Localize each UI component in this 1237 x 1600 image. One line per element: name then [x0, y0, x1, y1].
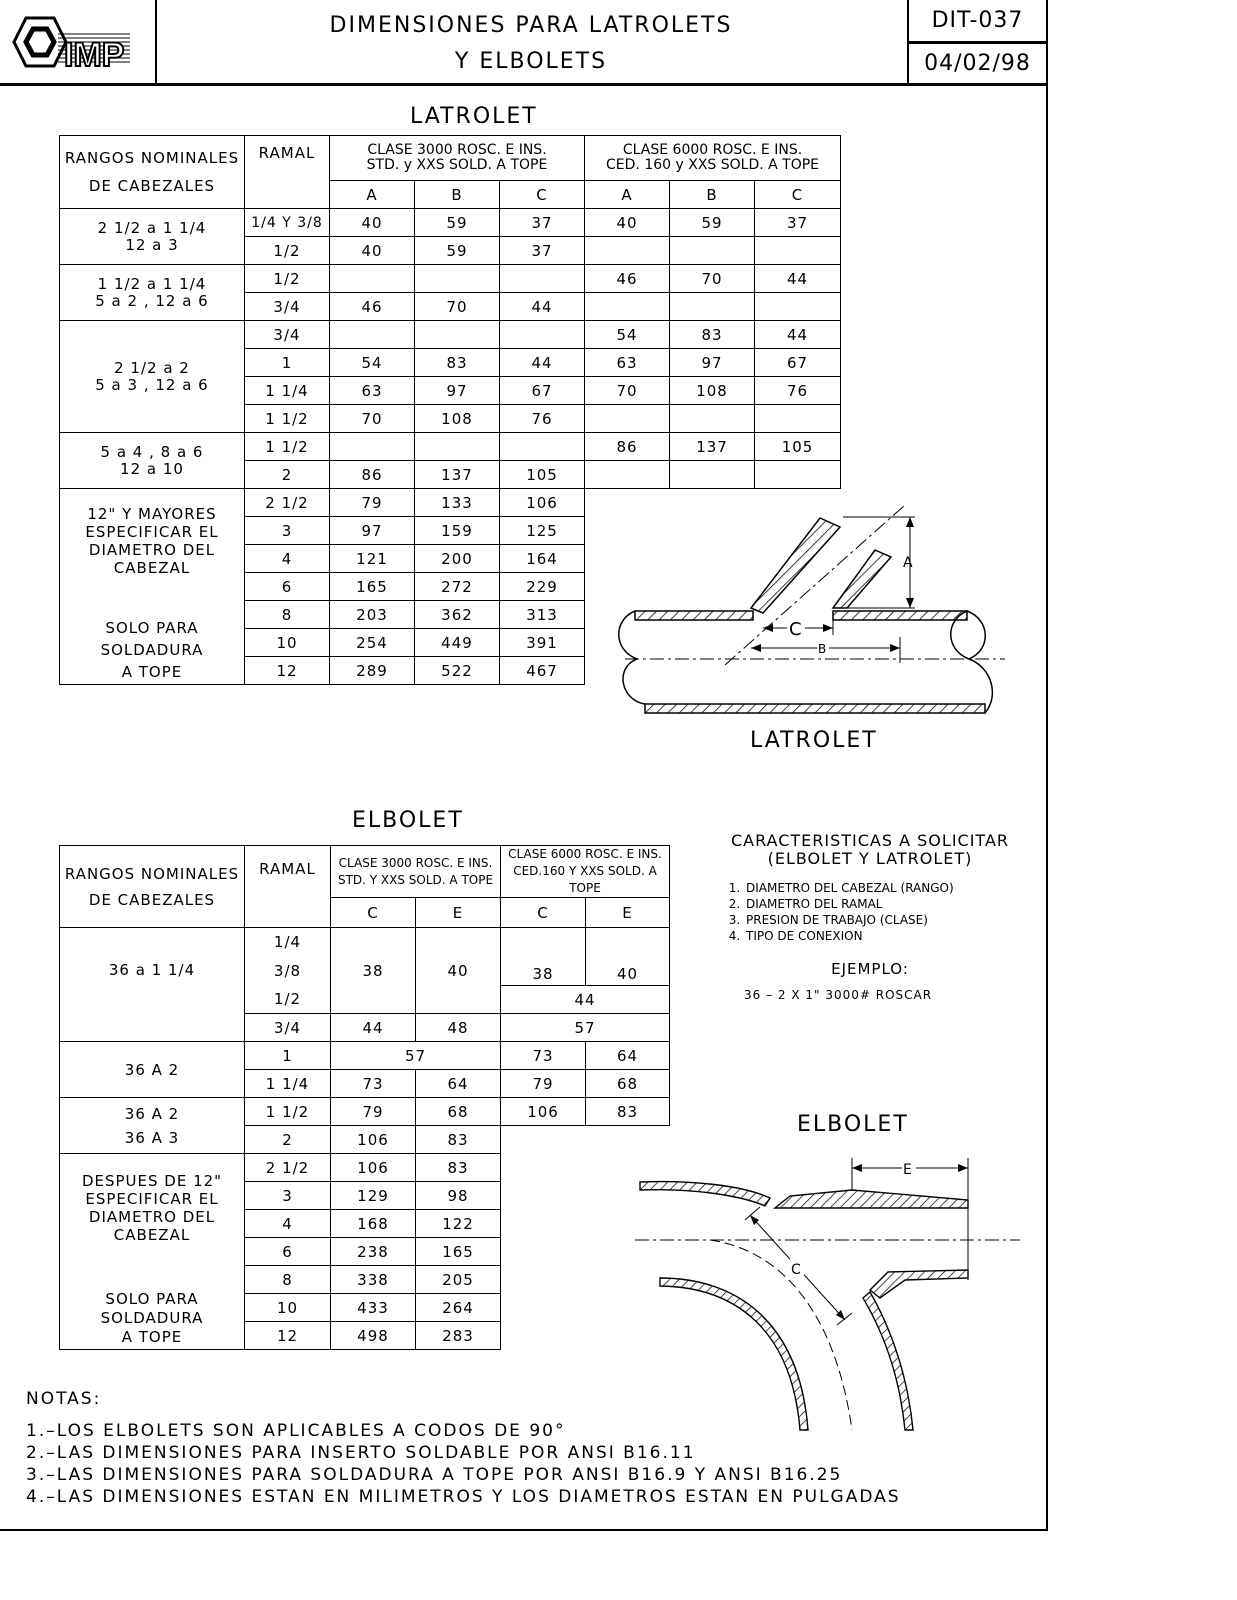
- value-cell: 164: [500, 545, 585, 573]
- list-item: 1. DIAMETRO DEL CABEZAL (RANGO): [744, 880, 1020, 896]
- value-cell: 125: [500, 517, 585, 545]
- characteristics-subtitle: (ELBOLET Y LATROLET): [767, 849, 973, 868]
- value-cell: 46: [330, 293, 415, 321]
- ramal-cell: 2 1/2: [245, 489, 330, 517]
- value-cell: 137: [415, 461, 500, 489]
- value-cell: 133: [415, 489, 500, 517]
- title-block: [0, 0, 1048, 86]
- value-cell: 264: [416, 1294, 501, 1322]
- value-cell: 106: [331, 1154, 416, 1182]
- list-item: 2. DIAMETRO DEL RAMAL: [744, 896, 1020, 912]
- value-cell: 97: [415, 377, 500, 405]
- header-clase-6000: CLASE 6000 ROSC. E INS. CED.160 Y XXS SOLD. A TOPE: [501, 846, 670, 898]
- ramal-cell: 4: [245, 1210, 331, 1238]
- col-e: E: [416, 898, 501, 928]
- value-cell: 168: [331, 1210, 416, 1238]
- col-b: B: [670, 181, 755, 209]
- value-cell: 40: [416, 928, 501, 1014]
- dim-c-label: C: [789, 619, 802, 640]
- title-line-2: Y ELBOLETS: [454, 49, 608, 74]
- value-cell: 433: [331, 1294, 416, 1322]
- ramal-cell: 1/2: [245, 237, 330, 265]
- header-clase-3000: CLASE 3000 ROSC. E INS. STD. y XXS SOLD. A TOPE: [330, 136, 585, 181]
- value-cell: 86: [330, 461, 415, 489]
- characteristics-title: CARACTERISTICAS A SOLICITAR: [730, 831, 1010, 850]
- value-cell: [585, 237, 670, 265]
- value-cell: [670, 293, 755, 321]
- value-cell: 108: [670, 377, 755, 405]
- table-row: [60, 1042, 670, 1070]
- svg-text:IMP: IMP: [64, 36, 125, 74]
- value-cell: 338: [331, 1266, 416, 1294]
- ramal-cell: 3: [245, 517, 330, 545]
- value-cell: 76: [500, 405, 585, 433]
- value-cell: 313: [500, 601, 585, 629]
- value-cell: 57: [501, 1014, 670, 1042]
- header-clase-3000: CLASE 3000 ROSC. E INS. STD. Y XXS SOLD. A TOPE: [331, 846, 501, 898]
- range-cell: 36 A 2 36 A 3: [60, 1098, 245, 1154]
- characteristics-list: [744, 880, 1020, 944]
- value-cell: 40: [585, 209, 670, 237]
- range-cell: 1 1/2 a 1 1/4 5 a 2 , 12 a 6: [60, 265, 245, 321]
- dim-e-label: E: [903, 1162, 912, 1178]
- value-cell: 70: [585, 377, 670, 405]
- value-cell: 79: [501, 1070, 586, 1098]
- table-row: [60, 928, 670, 956]
- ramal-cell: 1: [245, 349, 330, 377]
- value-cell: 44: [755, 265, 841, 293]
- value-cell: 38: [501, 928, 586, 986]
- ramal-cell: 8: [245, 1266, 331, 1294]
- value-cell: 59: [415, 237, 500, 265]
- value-cell: [670, 461, 755, 489]
- value-cell: 59: [415, 209, 500, 237]
- value-cell: 254: [330, 629, 415, 657]
- header-ramal: RAMAL: [245, 846, 331, 928]
- value-cell: 205: [416, 1266, 501, 1294]
- value-cell: 79: [330, 489, 415, 517]
- logo: [0, 0, 157, 84]
- header-ramal: RAMAL: [245, 136, 330, 209]
- ramal-cell: 6: [245, 573, 330, 601]
- header-rangos: RANGOS NOMINALES DE CABEZALES: [60, 136, 245, 209]
- ramal-cell: 1: [245, 1042, 331, 1070]
- ramal-cell: 12: [245, 1322, 331, 1350]
- col-c: C: [755, 181, 841, 209]
- value-cell: 467: [500, 657, 585, 685]
- col-b: B: [415, 181, 500, 209]
- value-cell: [415, 433, 500, 461]
- value-cell: 362: [415, 601, 500, 629]
- value-cell: 106: [500, 489, 585, 517]
- value-cell: [415, 321, 500, 349]
- ramal-cell: 3/4: [245, 321, 330, 349]
- dim-c-label: C: [791, 1262, 801, 1278]
- ramal-cell: 1/2: [245, 265, 330, 293]
- value-cell: 105: [755, 433, 841, 461]
- value-cell: [415, 265, 500, 293]
- dim-a-label: A: [903, 555, 913, 571]
- ramal-cell: 1 1/2: [245, 405, 330, 433]
- table-row: [60, 209, 841, 237]
- value-cell: [585, 293, 670, 321]
- value-cell: 283: [416, 1322, 501, 1350]
- value-cell: 165: [416, 1238, 501, 1266]
- ramal-cell: 2 1/2: [245, 1154, 331, 1182]
- value-cell: 67: [755, 349, 841, 377]
- value-cell: 238: [331, 1238, 416, 1266]
- value-cell: 46: [585, 265, 670, 293]
- value-cell: 44: [331, 1014, 416, 1042]
- header-clase-6000: CLASE 6000 ROSC. E INS. CED. 160 y XXS SOLD. A TOPE: [585, 136, 841, 181]
- ramal-cell: 3/4: [245, 1014, 331, 1042]
- range-cell: 36 A 2: [60, 1042, 245, 1098]
- note-item: 2.–LAS DIMENSIONES PARA INSERTO SOLDABLE POR ANSI B16.11: [26, 1443, 696, 1463]
- value-cell: 272: [415, 573, 500, 601]
- value-cell: 63: [585, 349, 670, 377]
- value-cell: [500, 265, 585, 293]
- value-cell: [500, 433, 585, 461]
- value-cell: 106: [501, 1098, 586, 1126]
- value-cell: 70: [415, 293, 500, 321]
- note-item: 1.–LOS ELBOLETS SON APLICABLES A CODOS DE 90°: [26, 1421, 566, 1441]
- value-cell: 48: [416, 1014, 501, 1042]
- col-a: A: [330, 181, 415, 209]
- value-cell: 37: [755, 209, 841, 237]
- value-cell: 159: [415, 517, 500, 545]
- range-cell: 12" Y MAYORES ESPECIFICAR EL DIAMETRO DEL CABEZAL SOLO PARA SOLDADURA A TOPE: [60, 489, 245, 685]
- value-cell: 73: [501, 1042, 586, 1070]
- characteristics-box: [720, 832, 1020, 1002]
- value-cell: 44: [755, 321, 841, 349]
- notes: [26, 1388, 901, 1508]
- elbolet-diagram-label: ELBOLET: [797, 1112, 909, 1137]
- value-cell: [500, 321, 585, 349]
- value-cell: 44: [500, 349, 585, 377]
- value-cell: 37: [500, 209, 585, 237]
- col-a: A: [585, 181, 670, 209]
- latrolet-title: LATROLET: [410, 104, 538, 129]
- doc-date: 04/02/98: [924, 51, 1031, 76]
- range-cell: 36 a 1 1/4: [60, 928, 245, 1042]
- header-rangos: RANGOS NOMINALES DE CABEZALES: [60, 846, 245, 928]
- value-cell: 522: [415, 657, 500, 685]
- value-cell: 54: [330, 349, 415, 377]
- value-cell: [670, 405, 755, 433]
- value-cell: 449: [415, 629, 500, 657]
- value-cell: 391: [500, 629, 585, 657]
- ramal-cell: 3/8: [245, 956, 331, 986]
- value-cell: 68: [586, 1070, 670, 1098]
- value-cell: 83: [416, 1154, 501, 1182]
- value-cell: 38: [331, 928, 416, 1014]
- title-line-1: DIMENSIONES PARA LATROLETS: [329, 13, 733, 38]
- table-row: [60, 321, 841, 349]
- value-cell: 73: [331, 1070, 416, 1098]
- value-cell: 105: [500, 461, 585, 489]
- value-cell: 63: [330, 377, 415, 405]
- value-cell: 44: [501, 986, 670, 1014]
- latrolet-diagram: [615, 505, 1015, 730]
- value-cell: [585, 461, 670, 489]
- list-item: 4. TIPO DE CONEXION: [744, 928, 1020, 944]
- ramal-cell: 1 1/4: [245, 377, 330, 405]
- value-cell: 122: [416, 1210, 501, 1238]
- value-cell: [330, 321, 415, 349]
- value-cell: 498: [331, 1322, 416, 1350]
- ramal-cell: 3: [245, 1182, 331, 1210]
- elbolet-table: [59, 845, 670, 1350]
- value-cell: 64: [416, 1070, 501, 1098]
- ramal-cell: 8: [245, 601, 330, 629]
- value-cell: 64: [586, 1042, 670, 1070]
- value-cell: 106: [331, 1126, 416, 1154]
- elbolet-title: ELBOLET: [352, 808, 464, 833]
- ramal-cell: 1 1/2: [245, 433, 330, 461]
- value-cell: 97: [330, 517, 415, 545]
- value-cell: 108: [415, 405, 500, 433]
- table-row: [60, 1098, 670, 1126]
- value-cell: 76: [755, 377, 841, 405]
- value-cell: [755, 461, 841, 489]
- range-cell: 2 1/2 a 1 1/4 12 a 3: [60, 209, 245, 265]
- list-item: 3. PRESION DE TRABAJO (CLASE): [744, 912, 1020, 928]
- col-c: C: [501, 898, 586, 928]
- range-cell: 5 a 4 , 8 a 6 12 a 10: [60, 433, 245, 489]
- note-item: 4.–LAS DIMENSIONES ESTAN EN MILIMETROS Y LOS DIAMETROS ESTAN EN PULGADAS: [26, 1487, 901, 1507]
- value-cell: [585, 405, 670, 433]
- value-cell: 289: [330, 657, 415, 685]
- value-cell: 98: [416, 1182, 501, 1210]
- value-cell: 37: [500, 237, 585, 265]
- value-cell: 40: [586, 928, 670, 986]
- imp-logo-icon: [0, 0, 155, 84]
- value-cell: 121: [330, 545, 415, 573]
- ramal-cell: 2: [245, 461, 330, 489]
- note-item: 3.–LAS DIMENSIONES PARA SOLDADURA A TOPE POR ANSI B16.9 Y ANSI B16.25: [26, 1465, 843, 1485]
- value-cell: 97: [670, 349, 755, 377]
- dim-b-label: B: [818, 642, 827, 656]
- doc-code: DIT-037: [907, 0, 1048, 44]
- value-cell: 83: [415, 349, 500, 377]
- value-cell: 70: [330, 405, 415, 433]
- ramal-cell: 1/4: [245, 928, 331, 956]
- value-cell: [330, 265, 415, 293]
- col-c: C: [331, 898, 416, 928]
- value-cell: [755, 237, 841, 265]
- value-cell: 83: [416, 1126, 501, 1154]
- range-cell: 2 1/2 a 2 5 a 3 , 12 a 6: [60, 321, 245, 433]
- value-cell: 203: [330, 601, 415, 629]
- value-cell: 83: [586, 1098, 670, 1126]
- example-value: 36 – 2 X 1" 3000# ROSCAR: [744, 988, 933, 1002]
- value-cell: 86: [585, 433, 670, 461]
- ramal-cell: 12: [245, 657, 330, 685]
- value-cell: 137: [670, 433, 755, 461]
- value-cell: 129: [331, 1182, 416, 1210]
- ramal-cell: 2: [245, 1126, 331, 1154]
- ramal-cell: 1/2: [245, 986, 331, 1014]
- ramal-cell: 1 1/2: [245, 1098, 331, 1126]
- value-cell: [755, 293, 841, 321]
- value-cell: 54: [585, 321, 670, 349]
- value-cell: 68: [416, 1098, 501, 1126]
- col-c: C: [500, 181, 585, 209]
- value-cell: 44: [500, 293, 585, 321]
- ramal-cell: 1/4 Y 3/8: [245, 209, 330, 237]
- value-cell: 70: [670, 265, 755, 293]
- table-row: [60, 433, 841, 461]
- example-label: EJEMPLO:: [831, 960, 909, 978]
- ramal-cell: 10: [245, 1294, 331, 1322]
- value-cell: 67: [500, 377, 585, 405]
- value-cell: 165: [330, 573, 415, 601]
- value-cell: [670, 237, 755, 265]
- value-cell: 57: [331, 1042, 501, 1070]
- latrolet-diagram-label: LATROLET: [750, 728, 878, 753]
- value-cell: 59: [670, 209, 755, 237]
- ramal-cell: 3/4: [245, 293, 330, 321]
- value-cell: 79: [331, 1098, 416, 1126]
- table-row: [60, 265, 841, 293]
- value-cell: 83: [670, 321, 755, 349]
- col-e: E: [586, 898, 670, 928]
- value-cell: [755, 405, 841, 433]
- document-title: [155, 0, 909, 84]
- value-cell: 200: [415, 545, 500, 573]
- value-cell: 229: [500, 573, 585, 601]
- ramal-cell: 10: [245, 629, 330, 657]
- value-cell: 40: [330, 209, 415, 237]
- range-cell: DESPUES DE 12" ESPECIFICAR EL DIAMETRO DEL CABEZAL SOLO PARA SOLDADURA A TOPE: [60, 1154, 245, 1350]
- notes-title: NOTAS:: [26, 1389, 102, 1409]
- ramal-cell: 4: [245, 545, 330, 573]
- ramal-cell: 6: [245, 1238, 331, 1266]
- ramal-cell: 1 1/4: [245, 1070, 331, 1098]
- value-cell: [330, 433, 415, 461]
- value-cell: 40: [330, 237, 415, 265]
